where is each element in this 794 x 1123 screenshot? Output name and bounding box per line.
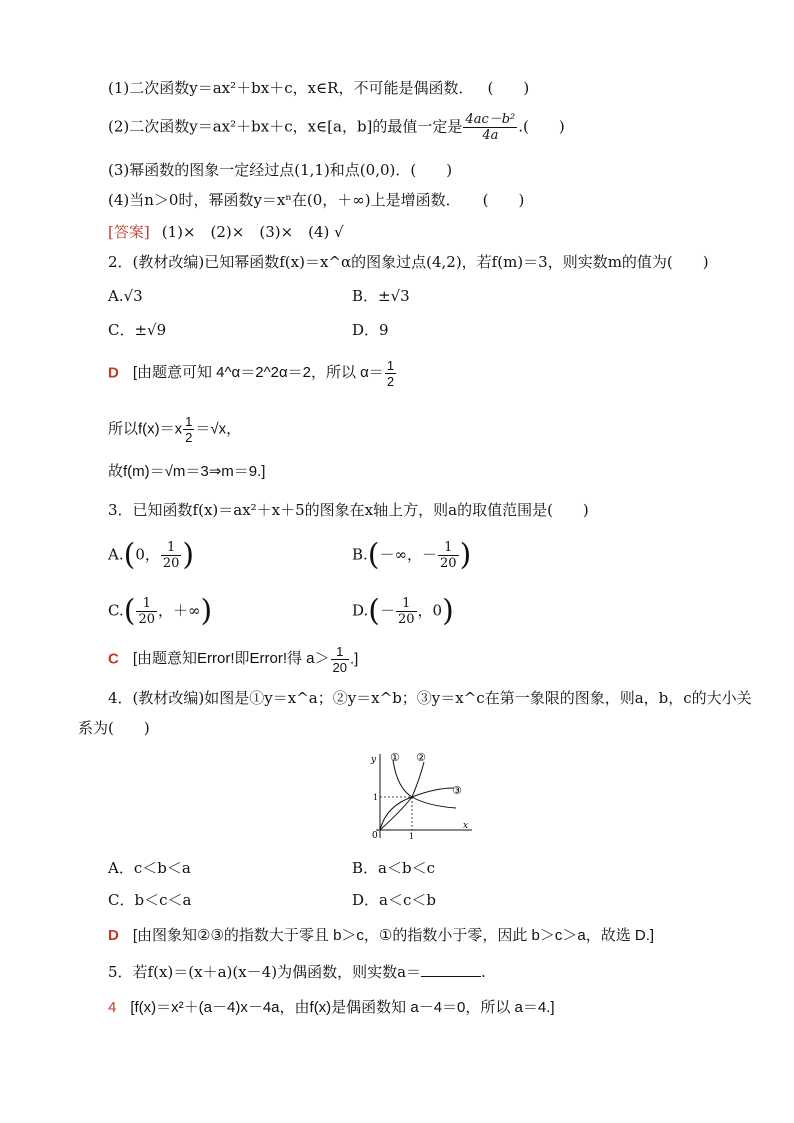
p4-option-a: A．c＜b＜a	[108, 859, 191, 877]
y-axis-label: y	[371, 755, 377, 765]
p4-solution: D [由图象知②③的指数大于零且 b＞c，①的指数小于零，因此 b＞c＞a，故选 D.]	[108, 927, 655, 944]
fraction: $\frac{\text{4ac－b²}}{4a}$	[465, 112, 516, 143]
tf-answer: [答案] (1)× (2)× (3)× (4) √	[108, 223, 344, 241]
tf-q2: (2)二次函数y＝ax²＋bx＋c，x∈[a，b]的最值一定是 $\frac{\text{4ac－b²}}{4a}$ .( )	[108, 112, 565, 143]
tf-q4: (4)当n＞0时，幂函数y＝xⁿ在(0，＋∞)上是增函数． ( )	[108, 191, 525, 209]
answer-blank	[421, 962, 481, 977]
curve-2	[380, 762, 424, 830]
label-curve-2: ②	[416, 751, 426, 764]
p2-option-a: A.√3	[108, 287, 143, 305]
curve-3	[380, 788, 454, 830]
p3-option-b: B.(－∞，－ $\frac{1}{20}$ )	[352, 537, 472, 573]
tf-q1: (1)二次函数y＝ax²＋bx＋c，x∈R，不可能是偶函数． ( )	[108, 79, 530, 97]
p4-stem-line2: 系为( )	[78, 719, 150, 737]
p3-option-c: C.( $\frac{1}{20}$ ，＋∞)	[108, 593, 213, 629]
p2-solution-line2: 所以f(x)＝x $\frac{1}{2}$ ＝√x，	[108, 414, 242, 445]
p2-stem: 2．(教材改编)已知幂函数f(x)＝x^α的图象过点(4,2)，若f(m)＝3，则实数m的值为( )	[108, 253, 709, 271]
p4-option-b: B．a＜b＜c	[352, 859, 435, 877]
fraction: $\frac{1}{20}$	[332, 644, 347, 675]
p3-solution: C [由题意知Error!即Error!得 a＞ $\frac{1}{20}$ .]	[108, 644, 359, 675]
p2-solution-line1: D [由题意可知 4^α＝2^2α＝2，所以 α＝ $\frac{1}{2}$	[108, 358, 395, 389]
power-function-graph	[360, 748, 480, 840]
x-axis-label: x	[463, 821, 469, 831]
p3-stem: 3．已知函数f(x)＝ax²＋x＋5的图象在x轴上方，则a的取值范围是( )	[108, 501, 589, 519]
p5-solution: 4 [f(x)＝x²＋(a－4)x－4a，由f(x)是偶函数知 a－4＝0，所以 a＝4.]	[108, 999, 555, 1016]
p5-stem: 5．若f(x)＝(x＋a)(x－4)为偶函数，则实数a＝ .	[108, 963, 486, 981]
origin-label: 0	[372, 831, 378, 840]
p2-option-d: D．9	[352, 321, 389, 339]
p3-option-d: D.(－ $\frac{1}{20}$ ，0)	[352, 593, 454, 629]
label-curve-3: ③	[452, 784, 462, 797]
fraction: $\frac{1}{2}$	[185, 414, 193, 445]
fraction: $\frac{1}{20}$	[440, 540, 457, 571]
tick-x-1: 1	[409, 832, 415, 840]
p2-option-c: C．±√9	[108, 321, 167, 339]
p2-solution-line3: 故f(m)＝√m＝3⇒m＝9.]	[108, 463, 266, 480]
p4-option-d: D．a＜c＜b	[352, 891, 436, 909]
p4-stem-line1: 4．(教材改编)如图是①y＝x^a；②y＝x^b；③y＝x^c在第一象限的图象，则a，b，c的大小关	[108, 689, 752, 707]
tf-q3: (3)幂函数的图象一定经过点(1,1)和点(0,0)．( )	[108, 161, 453, 179]
tick-y-1: 1	[373, 793, 379, 802]
p2-option-b: B．±√3	[352, 287, 410, 305]
p3-option-a: A.(0， $\frac{1}{20}$ )	[108, 537, 195, 573]
p4-option-c: C．b＜c＜a	[108, 891, 192, 909]
fraction: $\frac{1}{2}$	[386, 358, 395, 389]
fraction: $\frac{1}{20}$	[138, 596, 155, 627]
label-curve-1: ①	[390, 751, 400, 764]
fraction: $\frac{1}{20}$	[398, 596, 415, 627]
fraction: $\frac{1}{20}$	[162, 540, 180, 571]
